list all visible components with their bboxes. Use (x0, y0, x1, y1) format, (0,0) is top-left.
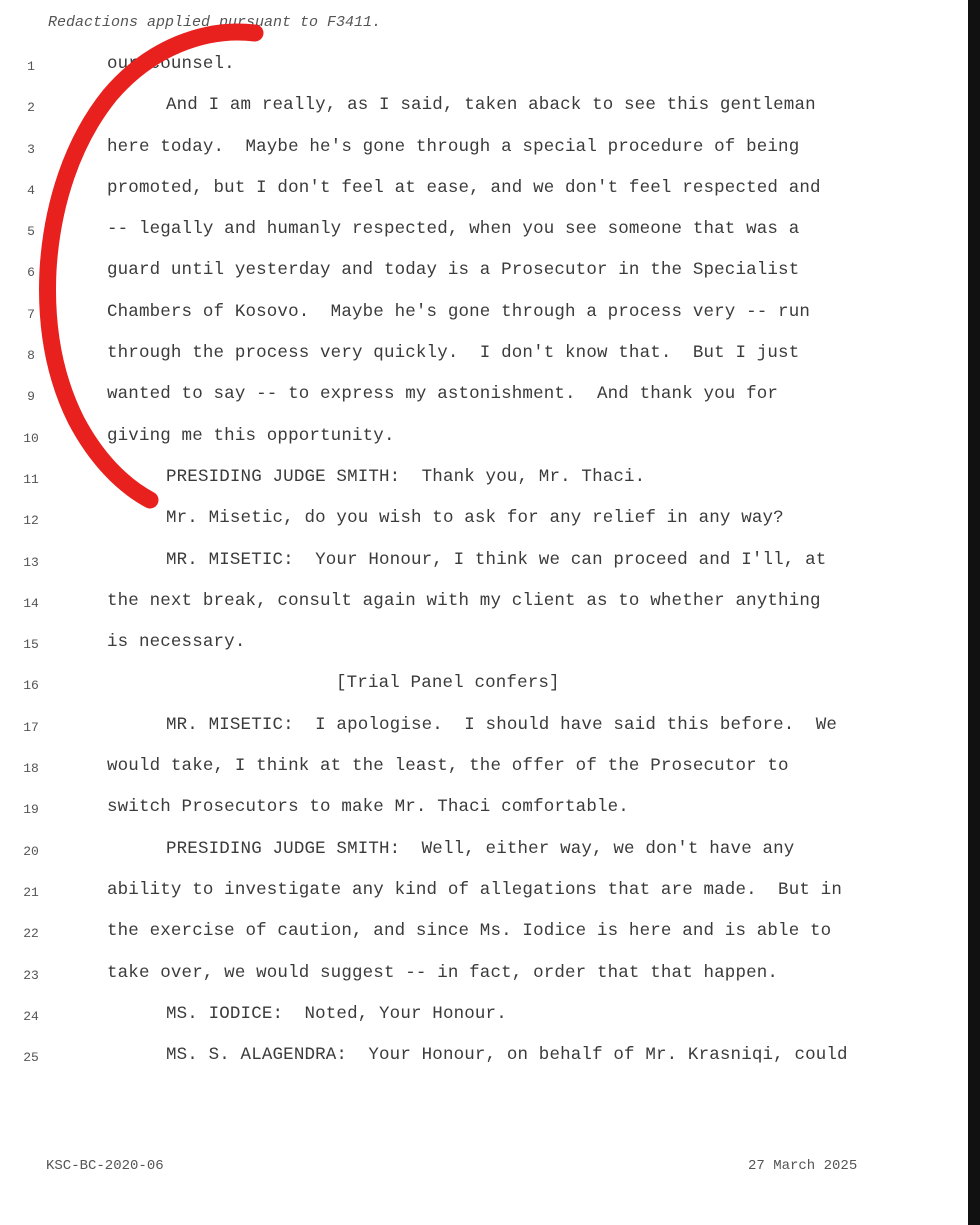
line-number: 21 (23, 884, 39, 900)
transcript-line (0, 791, 960, 832)
transcript-line (0, 172, 960, 213)
line-number: 20 (23, 843, 39, 859)
transcript-line (0, 667, 960, 708)
line-text: guard until yesterday and today is a Prosecutor in the Specialist (107, 260, 800, 281)
line-number: 1 (27, 59, 35, 74)
transcript-line (0, 585, 960, 626)
line-number: 9 (27, 389, 35, 405)
line-number: 8 (27, 348, 35, 364)
line-number: 23 (23, 967, 39, 983)
line-text: through the process very quickly. I don't know that. But I just (107, 343, 800, 364)
line-text: MR. MISETIC: Your Honour, I think we can proceed and I'll, at (166, 549, 827, 570)
line-number: 15 (23, 637, 39, 653)
transcript-line (0, 378, 960, 419)
transcript-line (0, 544, 960, 585)
redaction-note: Redactions applied pursuant to F3411. (48, 14, 382, 31)
line-text: our counsel. (107, 54, 235, 74)
line-number: 4 (27, 182, 35, 198)
line-number: 11 (23, 471, 39, 487)
transcript-line (0, 502, 960, 543)
line-number: 12 (23, 513, 39, 529)
line-number: 3 (27, 141, 35, 157)
line-number: 6 (27, 265, 35, 281)
transcript-line (0, 254, 960, 295)
line-text: PRESIDING JUDGE SMITH: Well, either way, we don't have any (166, 838, 795, 859)
transcript-line (0, 1039, 960, 1080)
transcript-line (0, 750, 960, 791)
transcript-line (0, 957, 960, 998)
line-number: 24 (23, 1008, 39, 1024)
line-text: the next break, consult again with my client as to whether anything (107, 590, 821, 611)
line-number: 25 (23, 1050, 39, 1066)
transcript-line (0, 213, 960, 254)
line-number: 22 (23, 926, 39, 942)
transcript-date: 27 March 2025 (748, 1158, 858, 1174)
line-number: 10 (23, 430, 39, 446)
transcript-line (0, 874, 960, 915)
line-number: 19 (23, 802, 39, 818)
line-number: 16 (23, 678, 39, 694)
line-text: MR. MISETIC: I apologise. I should have said this before. We (166, 714, 838, 735)
line-number: 17 (23, 719, 39, 735)
transcript-line (0, 998, 960, 1039)
transcript-body (0, 48, 960, 1080)
transcript-line (0, 461, 960, 502)
transcript-line (0, 626, 960, 667)
transcript-line (0, 833, 960, 874)
transcript-line (0, 48, 960, 89)
line-text: PRESIDING JUDGE SMITH: Thank you, Mr. Thaci. (166, 466, 646, 487)
line-text: Chambers of Kosovo. Maybe he's gone through a process very -- run (107, 301, 811, 322)
line-text: [Trial Panel confers] (336, 673, 560, 694)
transcript-line (0, 131, 960, 172)
transcript-line (0, 89, 960, 130)
line-number: 14 (23, 595, 39, 611)
line-text: ability to investigate any kind of allegations that are made. But in (107, 879, 842, 900)
transcript-line (0, 296, 960, 337)
line-text: is necessary. (107, 632, 246, 653)
line-text: MS. S. ALAGENDRA: Your Honour, on behalf of Mr. Krasniqi, could (166, 1045, 848, 1066)
line-text: would take, I think at the least, the offer of the Prosecutor to (107, 756, 789, 777)
transcript-line (0, 915, 960, 956)
line-number: 2 (27, 100, 35, 116)
line-text: promoted, but I don't feel at ease, and we don't feel respected and (107, 177, 821, 198)
line-text: -- legally and humanly respected, when you see someone that was a (107, 219, 800, 240)
line-text: switch Prosecutors to make Mr. Thaci comfortable. (107, 797, 629, 818)
line-text: giving me this opportunity. (107, 425, 395, 446)
line-number: 7 (27, 306, 35, 322)
screen-edge (968, 0, 980, 1225)
line-text: here today. Maybe he's gone through a special procedure of being (107, 136, 800, 157)
transcript-line (0, 337, 960, 378)
line-text: MS. IODICE: Noted, Your Honour. (166, 1003, 507, 1024)
transcript-line (0, 420, 960, 461)
line-number: 18 (23, 761, 39, 777)
line-text: the exercise of caution, and since Ms. Iodice is here and is able to (107, 921, 832, 942)
case-number: KSC-BC-2020-06 (46, 1158, 164, 1174)
line-text: And I am really, as I said, taken aback to see this gentleman (166, 95, 816, 116)
transcript-line (0, 709, 960, 750)
line-number: 5 (27, 224, 35, 240)
line-text: take over, we would suggest -- in fact, order that that happen. (107, 962, 779, 983)
line-text: wanted to say -- to express my astonishment. And thank you for (107, 384, 779, 405)
line-text: Mr. Misetic, do you wish to ask for any relief in any way? (166, 508, 784, 529)
line-number: 13 (23, 554, 39, 570)
